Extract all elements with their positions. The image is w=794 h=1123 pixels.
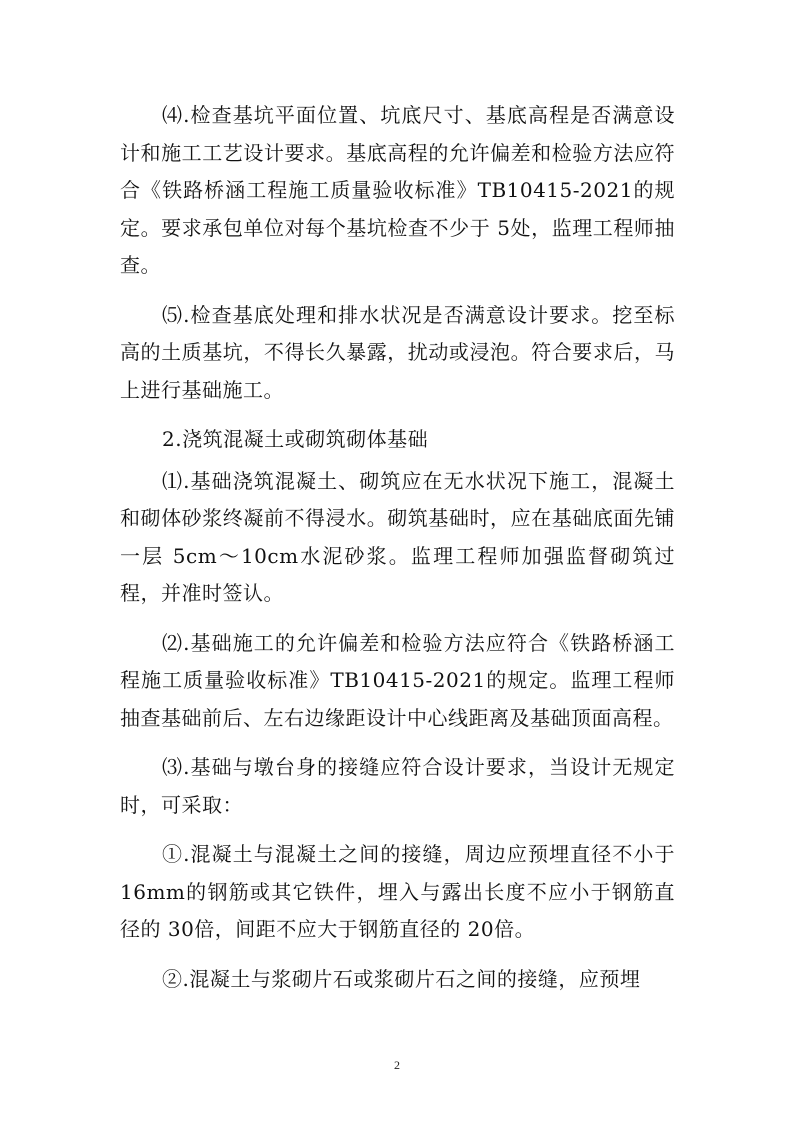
paragraph-joint-requirements: ⑶.基础与墩台身的接缝应符合设计要求，当设计无规定时，可采取： bbox=[120, 755, 675, 817]
paragraph-foundation-pit-check: ⑷.检查基坑平面位置、坑底尺寸、基底高程是否满意设计和施工工艺设计要求。基底高程的允许偏差和检验方法应符合《铁路桥涵工程施工质量验收标准》TB10415-2021的规定。要求承包单位对每个基坑检查不少于 5处，监理工程师抽查。 bbox=[120, 103, 675, 277]
paragraph-pouring-conditions: ⑴.基础浇筑混凝土、砌筑应在无水状况下施工，混凝土和砌体砂浆终凝前不得浸水。砌筑基础时，应在基础底面先铺一层 5cm～10cm水泥砂浆。监理工程师加强监督砌筑过程，并准时签认。 bbox=[120, 468, 675, 605]
page-number: 2 bbox=[394, 1058, 400, 1072]
paragraph-concrete-joint: ①.混凝土与混凝土之间的接缝，周边应预埋直径不小于 16mm的钢筋或其它铁件，埋入与露出长度不应小于钢筋直径的 30倍，间距不应大于钢筋直径的 20倍。 bbox=[120, 842, 675, 941]
document-body bbox=[120, 97, 675, 1010]
paragraph-base-treatment: ⑸.检查基底处理和排水状况是否满意设计要求。挖至标高的土质基坑，不得长久暴露，扰动或浸泡。符合要求后，马上进行基础施工。 bbox=[120, 302, 675, 402]
paragraph-allowed-deviation: ⑵.基础施工的允许偏差和检验方法应符合《铁路桥涵工程施工质量验收标准》TB10415-2021的规定。监理工程师抽查基础前后、左右边缘距设计中心线距离及基础顶面高程。 bbox=[120, 630, 675, 730]
section-heading-foundation-pouring: 2.浇筑混凝土或砌筑砌体基础 bbox=[162, 427, 429, 451]
paragraph-masonry-joint: ②.混凝土与浆砌片石或浆砌片石之间的接缝，应预埋 bbox=[162, 966, 641, 991]
